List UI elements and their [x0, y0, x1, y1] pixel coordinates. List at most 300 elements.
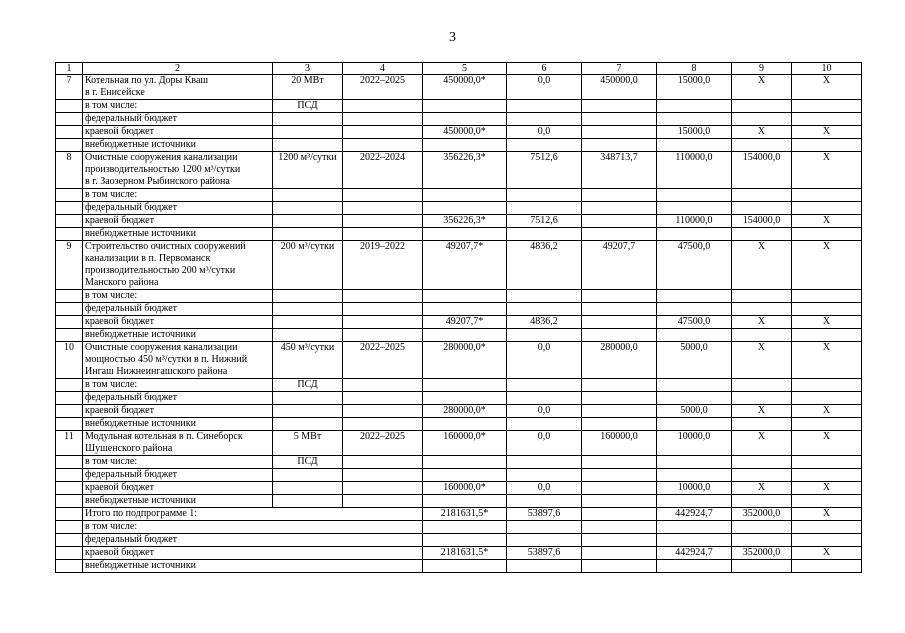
project-col7: 280000,0	[582, 342, 657, 379]
funding-label: краевой бюджет	[83, 316, 273, 329]
project-col7: 49207,7	[582, 241, 657, 290]
funding-number	[56, 392, 83, 405]
project-name-line: в г. Заозерном Рыбинского района	[85, 176, 230, 187]
funding-col6: 0,0	[507, 126, 582, 139]
project-row	[56, 75, 862, 100]
project-col6: 0,0	[507, 342, 582, 379]
funding-label: внебюджетные источники	[83, 495, 273, 508]
summary-funding-col6	[507, 534, 582, 547]
funding-total: 49207,7*	[423, 316, 507, 329]
funding-col6	[507, 418, 582, 431]
summary-funding-col10	[792, 521, 862, 534]
summary-funding-col10	[792, 560, 862, 573]
funding-row	[56, 303, 862, 316]
summary-funding-col8	[657, 560, 732, 573]
project-row	[56, 431, 862, 456]
funding-number	[56, 139, 83, 152]
funding-col6	[507, 456, 582, 469]
column-number-3: 3	[273, 63, 343, 75]
funding-row	[56, 316, 862, 329]
summary-col7	[582, 508, 657, 521]
funding-col9	[732, 329, 792, 342]
funding-col7	[582, 418, 657, 431]
summary-funding-number	[56, 547, 83, 560]
funding-col9: Х	[732, 405, 792, 418]
funding-col9	[732, 495, 792, 508]
project-total: 450000,0*	[423, 75, 507, 100]
funding-col10	[792, 329, 862, 342]
project-capacity: 450 м³/сутки	[273, 342, 343, 379]
funding-label: краевой бюджет	[83, 215, 273, 228]
funding-label: краевой бюджет	[83, 405, 273, 418]
funding-col4	[343, 405, 423, 418]
summary-funding-total: 2181631,5*	[423, 547, 507, 560]
funding-total	[423, 228, 507, 241]
funding-number	[56, 215, 83, 228]
summary-funding-label: краевой бюджет	[83, 547, 423, 560]
funding-col8	[657, 469, 732, 482]
funding-col4	[343, 303, 423, 316]
project-row	[56, 152, 862, 189]
summary-number	[56, 508, 83, 521]
summary-funding-row	[56, 521, 862, 534]
summary-col6: 53897,6	[507, 508, 582, 521]
funding-number	[56, 100, 83, 113]
funding-col10: Х	[792, 482, 862, 495]
funding-label: федеральный бюджет	[83, 303, 273, 316]
funding-row	[56, 456, 862, 469]
funding-row	[56, 126, 862, 139]
summary-funding-total	[423, 534, 507, 547]
funding-col3	[273, 495, 343, 508]
funding-col3: ПСД	[273, 379, 343, 392]
project-name	[83, 75, 273, 100]
funding-col9	[732, 418, 792, 431]
funding-col7	[582, 215, 657, 228]
summary-funding-col9	[732, 534, 792, 547]
funding-col8	[657, 418, 732, 431]
project-col10: Х	[792, 241, 862, 290]
funding-col8	[657, 329, 732, 342]
funding-col8: 15000,0	[657, 126, 732, 139]
funding-col10	[792, 303, 862, 316]
project-col7: 160000,0	[582, 431, 657, 456]
funding-col3	[273, 482, 343, 495]
project-total: 49207,7*	[423, 241, 507, 290]
funding-col4	[343, 392, 423, 405]
funding-col7	[582, 329, 657, 342]
summary-funding-label: внебюджетные источники	[83, 560, 423, 573]
project-total: 280000,0*	[423, 342, 507, 379]
funding-total: 450000,0*	[423, 126, 507, 139]
funding-row	[56, 228, 862, 241]
funding-col6	[507, 469, 582, 482]
funding-col4	[343, 228, 423, 241]
funding-total	[423, 418, 507, 431]
funding-col7	[582, 202, 657, 215]
funding-label: в том числе:	[83, 189, 273, 202]
funding-number	[56, 113, 83, 126]
project-name	[83, 431, 273, 456]
funding-col10	[792, 189, 862, 202]
summary-funding-row	[56, 534, 862, 547]
funding-col4	[343, 202, 423, 215]
project-col8: 47500,0	[657, 241, 732, 290]
funding-col9	[732, 456, 792, 469]
funding-col9	[732, 189, 792, 202]
funding-col9	[732, 202, 792, 215]
funding-col10	[792, 392, 862, 405]
funding-col7	[582, 482, 657, 495]
project-number: 10	[56, 342, 83, 379]
funding-label: внебюджетные источники	[83, 228, 273, 241]
funding-number	[56, 482, 83, 495]
funding-col10	[792, 139, 862, 152]
funding-col6	[507, 495, 582, 508]
funding-total	[423, 113, 507, 126]
funding-col7	[582, 126, 657, 139]
funding-label: федеральный бюджет	[83, 113, 273, 126]
funding-col6: 4836,2	[507, 316, 582, 329]
funding-col8: 5000,0	[657, 405, 732, 418]
summary-funding-col9	[732, 521, 792, 534]
funding-number	[56, 126, 83, 139]
project-name-line: Манского района	[85, 277, 159, 288]
funding-row	[56, 329, 862, 342]
funding-col7	[582, 405, 657, 418]
funding-col4	[343, 316, 423, 329]
summary-col10: Х	[792, 508, 862, 521]
funding-col6	[507, 392, 582, 405]
funding-col8: 47500,0	[657, 316, 732, 329]
funding-total	[423, 139, 507, 152]
funding-col3	[273, 329, 343, 342]
funding-col4	[343, 189, 423, 202]
funding-col7	[582, 303, 657, 316]
funding-total	[423, 100, 507, 113]
funding-col10	[792, 290, 862, 303]
project-name	[83, 152, 273, 189]
project-name	[83, 342, 273, 379]
project-capacity: 1200 м³/сутки	[273, 152, 343, 189]
project-name-line: в г. Енисейске	[85, 87, 145, 98]
funding-col10	[792, 418, 862, 431]
funding-col7	[582, 113, 657, 126]
column-number-9: 9	[732, 63, 792, 75]
project-col8: 10000,0	[657, 431, 732, 456]
project-name-line: производительностью 1200 м³/сутки	[85, 164, 241, 175]
project-name-line: Строительство очистных сооружений	[85, 241, 246, 252]
funding-col8	[657, 189, 732, 202]
funding-col7	[582, 495, 657, 508]
funding-col4	[343, 126, 423, 139]
funding-col3	[273, 228, 343, 241]
funding-total	[423, 379, 507, 392]
funding-number	[56, 202, 83, 215]
project-col9: Х	[732, 431, 792, 456]
project-col6: 4836,2	[507, 241, 582, 290]
summary-funding-col9	[732, 560, 792, 573]
funding-col7	[582, 100, 657, 113]
summary-funding-number	[56, 534, 83, 547]
funding-number	[56, 405, 83, 418]
funding-number	[56, 316, 83, 329]
project-col10: Х	[792, 342, 862, 379]
project-capacity: 200 м³/сутки	[273, 241, 343, 290]
project-row	[56, 241, 862, 290]
summary-total: 2181631,5*	[423, 508, 507, 521]
header-row	[56, 63, 862, 75]
funding-label: краевой бюджет	[83, 126, 273, 139]
summary-col9: 352000,0	[732, 508, 792, 521]
funding-label: в том числе:	[83, 456, 273, 469]
funding-col8: 10000,0	[657, 482, 732, 495]
column-number-7: 7	[582, 63, 657, 75]
funding-row	[56, 418, 862, 431]
funding-col6: 0,0	[507, 405, 582, 418]
summary-funding-number	[56, 521, 83, 534]
funding-col10: Х	[792, 405, 862, 418]
funding-total	[423, 392, 507, 405]
funding-col3	[273, 469, 343, 482]
funding-col7	[582, 139, 657, 152]
funding-col3	[273, 405, 343, 418]
funding-number	[56, 379, 83, 392]
funding-col10	[792, 228, 862, 241]
funding-label: краевой бюджет	[83, 482, 273, 495]
funding-col8	[657, 228, 732, 241]
summary-funding-col7	[582, 534, 657, 547]
funding-col3: ПСД	[273, 100, 343, 113]
project-name-line: канализации в п. Первоманск	[85, 253, 211, 264]
project-col10: Х	[792, 152, 862, 189]
summary-col8: 442924,7	[657, 508, 732, 521]
funding-col6	[507, 189, 582, 202]
funding-col4	[343, 418, 423, 431]
page-number: 3	[449, 30, 456, 45]
funding-total: 160000,0*	[423, 482, 507, 495]
funding-col4	[343, 469, 423, 482]
funding-col9	[732, 113, 792, 126]
funding-col10	[792, 469, 862, 482]
funding-col8	[657, 100, 732, 113]
project-col9: Х	[732, 75, 792, 100]
funding-col8: 110000,0	[657, 215, 732, 228]
funding-col4	[343, 215, 423, 228]
funding-col3	[273, 126, 343, 139]
funding-col9	[732, 290, 792, 303]
project-col6: 7512,6	[507, 152, 582, 189]
project-name-line: производительностью 200 м³/сутки	[85, 265, 236, 276]
column-number-2: 2	[83, 63, 273, 75]
project-col7: 450000,0	[582, 75, 657, 100]
funding-col4	[343, 482, 423, 495]
funding-number	[56, 303, 83, 316]
project-period: 2022–2025	[343, 75, 423, 100]
funding-col9	[732, 392, 792, 405]
funding-col3	[273, 303, 343, 316]
funding-col3	[273, 290, 343, 303]
funding-col3	[273, 139, 343, 152]
funding-col7	[582, 290, 657, 303]
funding-number	[56, 456, 83, 469]
project-col10: Х	[792, 75, 862, 100]
funding-col10	[792, 456, 862, 469]
funding-label: федеральный бюджет	[83, 202, 273, 215]
summary-funding-label: в том числе:	[83, 521, 423, 534]
project-col9: Х	[732, 342, 792, 379]
funding-row	[56, 495, 862, 508]
summary-funding-col10	[792, 534, 862, 547]
funding-col4	[343, 113, 423, 126]
project-col9: Х	[732, 241, 792, 290]
funding-col10	[792, 202, 862, 215]
funding-col8	[657, 303, 732, 316]
funding-number	[56, 228, 83, 241]
summary-funding-number	[56, 560, 83, 573]
funding-col6	[507, 303, 582, 316]
project-total: 356226,3*	[423, 152, 507, 189]
column-number-4: 4	[343, 63, 423, 75]
funding-total: 356226,3*	[423, 215, 507, 228]
funding-number	[56, 329, 83, 342]
funding-col8	[657, 113, 732, 126]
funding-col8	[657, 202, 732, 215]
summary-funding-col7	[582, 560, 657, 573]
summary-funding-row	[56, 547, 862, 560]
funding-total	[423, 456, 507, 469]
funding-row	[56, 469, 862, 482]
funding-col7	[582, 228, 657, 241]
funding-col8	[657, 456, 732, 469]
funding-col4	[343, 100, 423, 113]
column-number-5: 5	[423, 63, 507, 75]
funding-row	[56, 482, 862, 495]
project-row	[56, 342, 862, 379]
funding-col3	[273, 113, 343, 126]
funding-row	[56, 100, 862, 113]
funding-col7	[582, 456, 657, 469]
project-col8: 110000,0	[657, 152, 732, 189]
summary-funding-col6	[507, 521, 582, 534]
project-col8: 15000,0	[657, 75, 732, 100]
funding-number	[56, 189, 83, 202]
summary-funding-col9: 352000,0	[732, 547, 792, 560]
summary-funding-col8: 442924,7	[657, 547, 732, 560]
funding-col4	[343, 495, 423, 508]
funding-col6	[507, 228, 582, 241]
funding-label: внебюджетные источники	[83, 329, 273, 342]
summary-funding-total	[423, 521, 507, 534]
funding-col8	[657, 379, 732, 392]
funding-label: внебюджетные источники	[83, 139, 273, 152]
funding-col10: Х	[792, 215, 862, 228]
funding-col3	[273, 392, 343, 405]
project-period: 2022–2024	[343, 152, 423, 189]
budget-table	[55, 62, 862, 573]
funding-total	[423, 303, 507, 316]
project-period: 2022–2025	[343, 342, 423, 379]
project-name	[83, 241, 273, 290]
funding-number	[56, 290, 83, 303]
funding-row	[56, 215, 862, 228]
project-number: 8	[56, 152, 83, 189]
funding-col3	[273, 418, 343, 431]
funding-col3	[273, 202, 343, 215]
funding-total: 280000,0*	[423, 405, 507, 418]
funding-label: федеральный бюджет	[83, 392, 273, 405]
funding-label: в том числе:	[83, 379, 273, 392]
funding-total	[423, 290, 507, 303]
funding-label: в том числе:	[83, 290, 273, 303]
funding-col9	[732, 303, 792, 316]
funding-col10	[792, 100, 862, 113]
funding-col8	[657, 290, 732, 303]
funding-row	[56, 405, 862, 418]
funding-col8	[657, 392, 732, 405]
project-col10: Х	[792, 431, 862, 456]
column-number-10: 10	[792, 63, 862, 75]
project-total: 160000,0*	[423, 431, 507, 456]
funding-col9: Х	[732, 316, 792, 329]
funding-col8	[657, 495, 732, 508]
summary-row	[56, 508, 862, 521]
project-name-line: Шушенского района	[85, 443, 173, 454]
funding-col6	[507, 379, 582, 392]
project-period: 2019–2022	[343, 241, 423, 290]
summary-funding-col7	[582, 547, 657, 560]
project-col6: 0,0	[507, 431, 582, 456]
funding-total	[423, 469, 507, 482]
column-number-8: 8	[657, 63, 732, 75]
project-col8: 5000,0	[657, 342, 732, 379]
summary-funding-col7	[582, 521, 657, 534]
funding-col3: ПСД	[273, 456, 343, 469]
funding-number	[56, 418, 83, 431]
funding-col10	[792, 113, 862, 126]
summary-funding-col10: Х	[792, 547, 862, 560]
project-number: 9	[56, 241, 83, 290]
summary-label: Итого по подпрограмме 1:	[83, 508, 423, 521]
funding-col6: 7512,6	[507, 215, 582, 228]
funding-row	[56, 139, 862, 152]
funding-number	[56, 469, 83, 482]
funding-col8	[657, 139, 732, 152]
funding-total	[423, 202, 507, 215]
funding-row	[56, 290, 862, 303]
funding-label: федеральный бюджет	[83, 469, 273, 482]
project-number: 11	[56, 431, 83, 456]
funding-col9: Х	[732, 482, 792, 495]
funding-col4	[343, 456, 423, 469]
funding-col7	[582, 379, 657, 392]
project-col7: 348713,7	[582, 152, 657, 189]
project-name-line: Очистные сооружения канализации	[85, 152, 238, 163]
funding-col9: 154000,0	[732, 215, 792, 228]
funding-number	[56, 495, 83, 508]
project-name-line: Модульная котельная в п. Синеборск	[85, 431, 243, 442]
funding-col9	[732, 139, 792, 152]
funding-row	[56, 379, 862, 392]
summary-funding-total	[423, 560, 507, 573]
funding-col6	[507, 139, 582, 152]
funding-col6	[507, 290, 582, 303]
funding-col4	[343, 139, 423, 152]
project-number: 7	[56, 75, 83, 100]
summary-funding-row	[56, 560, 862, 573]
project-col9: 154000,0	[732, 152, 792, 189]
funding-col3	[273, 189, 343, 202]
